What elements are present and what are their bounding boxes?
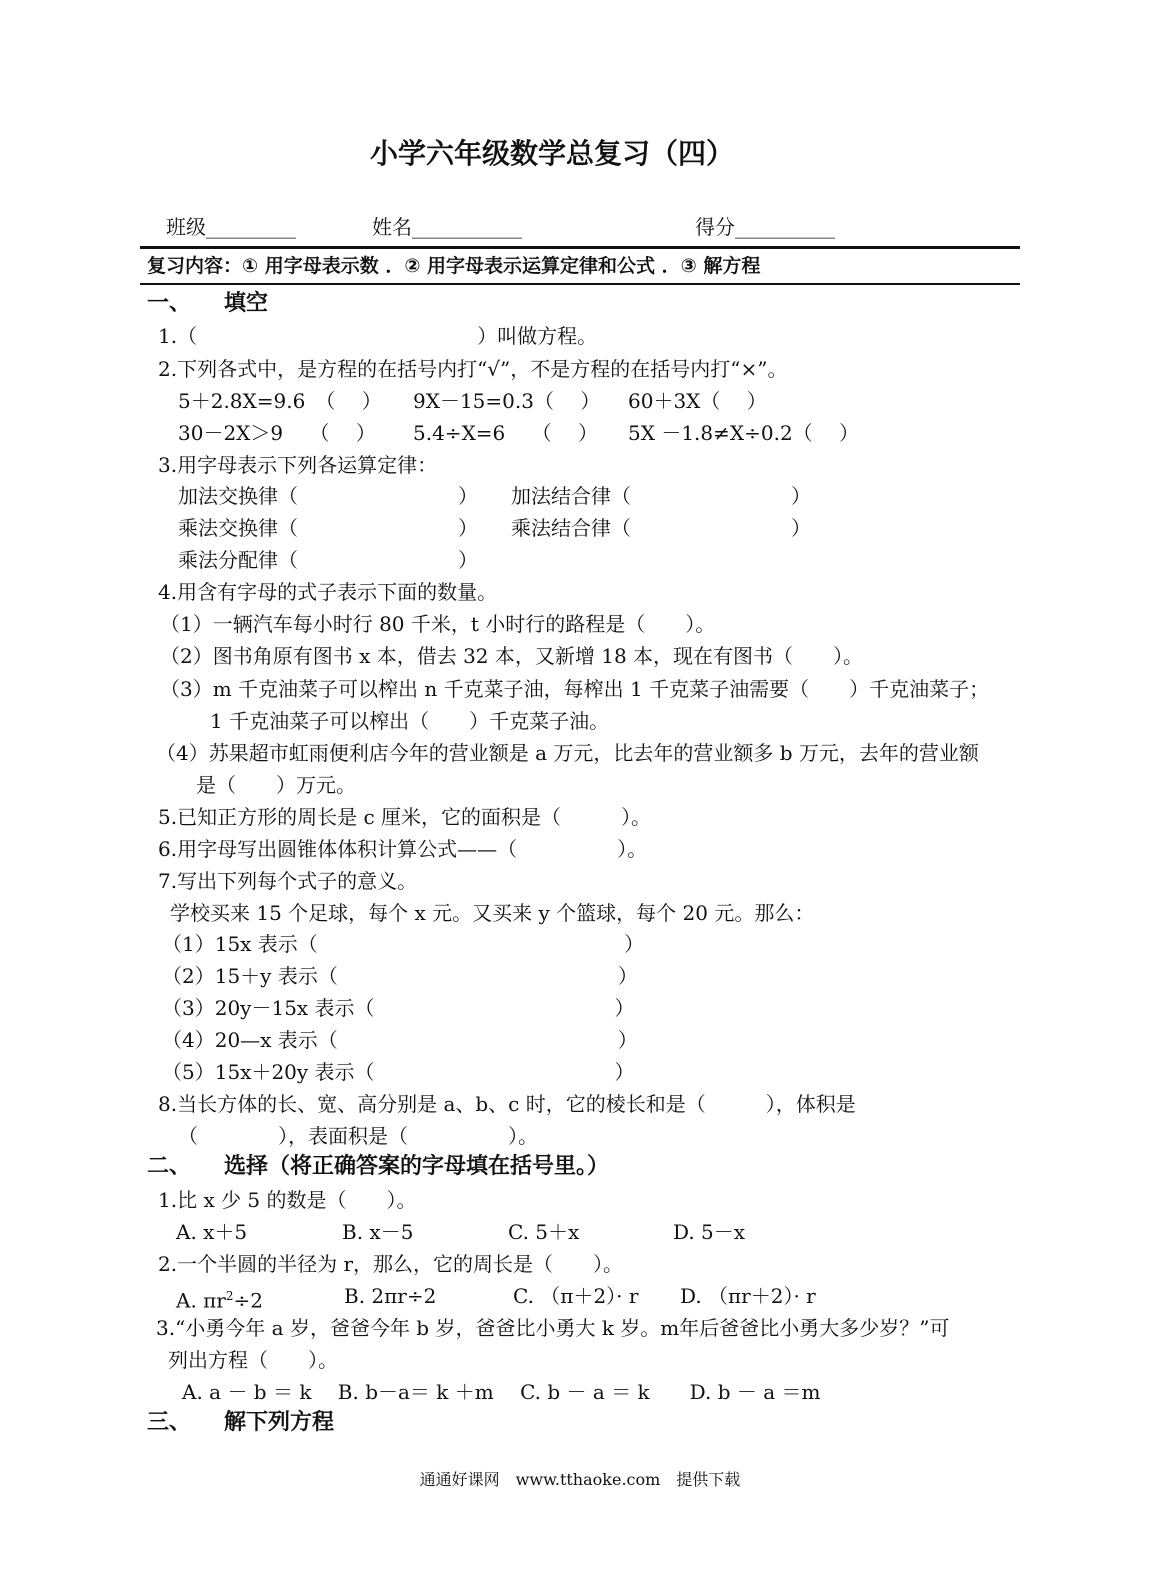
question-2: 2.下列各式中，是方程的在括号内打“√”，不是方程的在括号内打“×”。 xyxy=(158,357,788,381)
choice-1-option-b: B. x－5 xyxy=(342,1220,414,1244)
question-4b: （2）图书角原有图书 x 本，借去 32 本，又新增 18 本，现在有图书（ ）。 xyxy=(160,644,864,668)
question-8-cont: （ ），表面积是（ ）。 xyxy=(178,1124,538,1148)
question-4a: （1）一辆汽车每小时行 80 千米，t 小时行的路程是（ ）。 xyxy=(160,612,716,636)
question-7: 7.写出下列每个式子的意义。 xyxy=(158,869,418,893)
question-3b: 加法结合律（ ） xyxy=(511,484,811,508)
name-field: 姓名___________ xyxy=(372,215,522,239)
page-title: 小学六年级数学总复习（四） xyxy=(369,137,734,170)
question-2c: 60＋3X（ ） xyxy=(628,389,767,413)
header-rule-bottom xyxy=(140,283,1020,285)
question-3a: 加法交换律（ ） xyxy=(178,484,478,508)
section-choice: 二、 选择（将正确答案的字母填在括号里。） xyxy=(147,1154,610,1179)
question-3e: 乘法分配律（ ） xyxy=(178,548,478,572)
choice-3-cont: 列出方程（ ）。 xyxy=(168,1348,338,1372)
section-fill-blank: 一、 填空 xyxy=(147,291,269,316)
question-3c: 乘法交换律（ ） xyxy=(178,516,478,540)
choice-2: 2.一个半圆的半径为 r，那么，它的周长是（ ）。 xyxy=(158,1252,623,1276)
question-4c: （3）m 千克油菜子可以榨出 n 千克菜子油，每榨出 1 千克菜子油需要（ ）千克油菜子； xyxy=(160,677,990,701)
question-7c: （3）20y－15x 表示（ ） xyxy=(162,996,635,1020)
question-7e: （5）15x＋20y 表示（ ） xyxy=(162,1060,635,1084)
choice-2-option-a-exponent: 2 xyxy=(225,1289,234,1303)
question-5: 5.已知正方形的周长是 c 厘米，它的面积是（ ）。 xyxy=(158,805,651,829)
score-field: 得分__________ xyxy=(695,215,835,239)
choice-3: 3.“小勇今年 a 岁，爸爸今年 b 岁，爸爸比小勇大 k 岁。m年后爸爸比小勇大多少岁？”可 xyxy=(156,1316,950,1340)
question-6: 6.用字母写出圆锥体体积计算公式——（ ）。 xyxy=(158,837,648,861)
question-4: 4.用含有字母的式子表示下面的数量。 xyxy=(158,580,498,604)
review-content: 复习内容：① 用字母表示数 ．② 用字母表示运算定律和公式 ．③ 解方程 xyxy=(147,255,761,277)
question-4d-cont: 是（ ）万元。 xyxy=(196,773,356,797)
header-rule-top xyxy=(140,246,1020,249)
question-3: 3.用字母表示下列各运算定律： xyxy=(158,453,438,477)
question-7b: （2）15＋y 表示（ ） xyxy=(162,964,638,988)
question-8: 8.当长方体的长、宽、高分别是 a、b、c 时，它的棱长和是（ ），体积是 xyxy=(158,1092,856,1116)
choice-2-option-c: C. （π＋2）· r xyxy=(513,1284,639,1308)
choice-1-option-c: C. 5＋x xyxy=(508,1220,580,1244)
question-2f: 5X －1.8≠X÷0.2（ ） xyxy=(628,421,860,445)
choice-2-option-a-suffix: ÷2 xyxy=(233,1288,263,1313)
question-2e: 5.4÷X=6 （ ） xyxy=(413,421,598,445)
choice-2-option-a-text: A. πr xyxy=(176,1288,226,1313)
question-3d: 乘法结合律（ ） xyxy=(511,516,811,540)
question-2a: 5＋2.8X=9.6 （ ） xyxy=(178,389,382,413)
question-7a: （1）15x 表示（ ） xyxy=(162,932,645,956)
class-field: 班级_________ xyxy=(166,215,296,239)
choice-2-option-a xyxy=(176,1284,263,1313)
choice-1: 1.比 x 少 5 的数是（ ）。 xyxy=(158,1188,417,1212)
question-4d: （4）苏果超市虹雨便利店今年的营业额是 a 万元，比去年的营业额多 b 万元，去年的营业额 xyxy=(156,741,979,765)
choice-2-option-d: D. （πr＋2）· r xyxy=(680,1284,816,1308)
question-7-intro: 学校买来 15 个足球，每个 x 元。又买来 y 个篮球，每个 20 元。那么： xyxy=(170,901,815,925)
choice-1-option-a: A. x＋5 xyxy=(176,1220,248,1244)
choice-3-options: A. a － b ＝ k B. b－a＝ k ＋m C. b － a ＝ k D. b － a ＝m xyxy=(182,1380,821,1404)
question-2b: 9X－15=0.3（ ） xyxy=(413,389,601,413)
question-4c-cont: 1 千克油菜子可以榨出（ ）千克菜子油。 xyxy=(210,709,610,733)
question-2d: 30－2X＞9 （ ） xyxy=(178,421,376,445)
question-7d: （4）20—x 表示（ ） xyxy=(162,1028,638,1052)
choice-2-option-b: B. 2πr÷2 xyxy=(344,1284,437,1308)
choice-1-option-d: D. 5－x xyxy=(673,1220,746,1244)
footer-credit: 通通好课网 www.tthaoke.com 提供下载 xyxy=(419,1470,741,1489)
section-solve-equations: 三、 解下列方程 xyxy=(147,1410,335,1435)
question-1: 1.（ ）叫做方程。 xyxy=(158,324,598,348)
